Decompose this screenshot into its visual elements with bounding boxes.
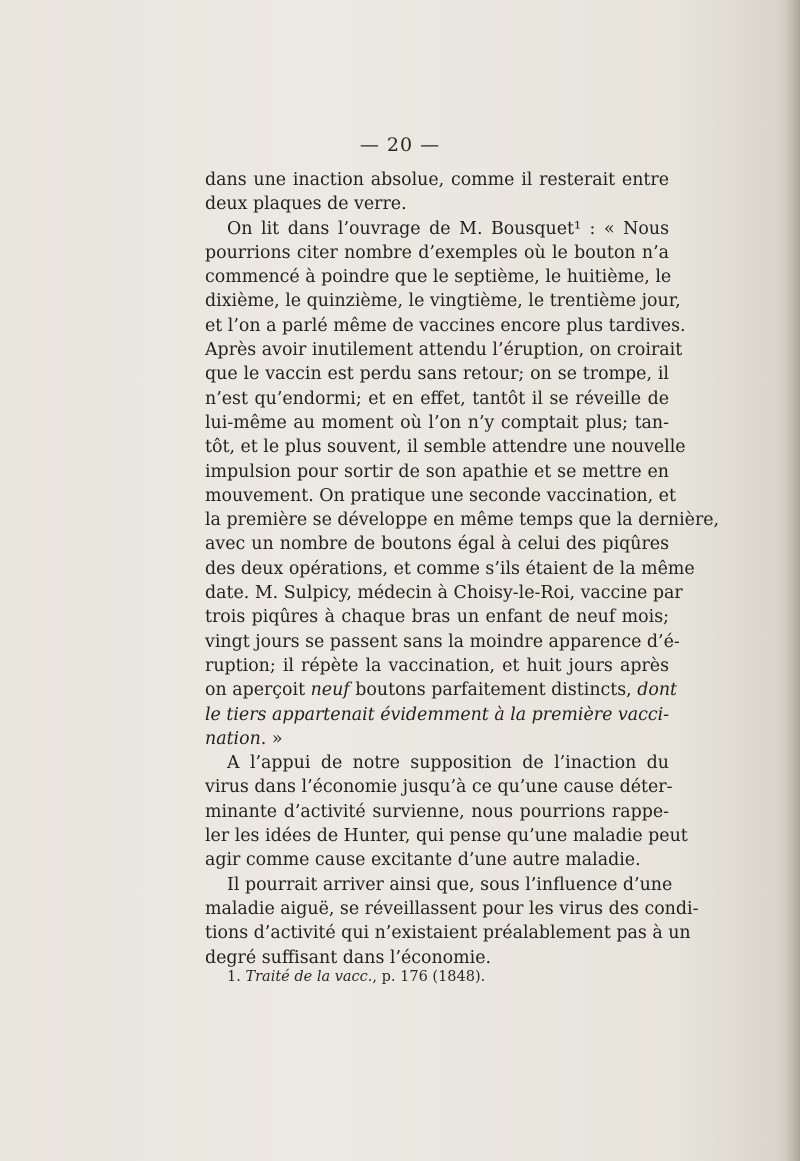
footnote (227, 967, 485, 987)
text-segment: des deux opérations, et comme s’ils étaient de la même (205, 558, 695, 579)
text-line (205, 289, 681, 313)
text-line (205, 848, 669, 872)
text-segment: avec un nombre de boutons égal à celui des piqûres (205, 534, 669, 555)
text-segment: trois piqûres à chaque bras un enfant de neuf mois; (205, 607, 669, 628)
text-line (205, 508, 720, 532)
text-segment: ler les idées de Hunter, qui pense qu’une maladie peut (205, 826, 688, 847)
italic-segment: dont (637, 680, 678, 701)
text-segment: boutons parfaitement distincts, (355, 680, 632, 701)
text-segment: On lit dans l’ouvrage de M. Bousquet¹ : « Nous (227, 218, 669, 239)
text-segment: agir comme cause excitante d’une autre maladie. (205, 850, 641, 871)
text-line (205, 800, 669, 824)
footnote-marker: 1. (227, 969, 241, 985)
italic-segment: neuf (310, 680, 350, 701)
text-segment: la première se développe en même temps que la dernière, (205, 510, 720, 531)
text-segment: tôt, et le plus souvent, il semble attendre une nouvelle (205, 437, 686, 458)
text-segment: commencé à poindre que le septième, le huitième, le (205, 267, 672, 288)
text-line (205, 654, 669, 678)
text-line (205, 192, 669, 216)
text-segment: dixième, le quinzième, le vingtième, le trentième jour, (205, 291, 681, 312)
text-segment: virus dans l’économie jusqu’à ce qu’une cause déter- (205, 777, 673, 798)
text-line (205, 897, 699, 921)
text-segment: ruption; il répète la vaccination, et huit jours après (205, 655, 669, 676)
text-line (205, 630, 680, 654)
italic-segment: le tiers appartenait évidemment à la première vacci- (205, 704, 670, 725)
text-line (205, 362, 669, 386)
text-line (205, 557, 695, 581)
text-line (205, 338, 683, 362)
text-segment: minante d’activité survienne, nous pourrions rappe- (205, 801, 669, 822)
text-segment: degré suffisant dans l’économie. (205, 947, 492, 968)
text-segment: que le vaccin est perdu sans retour; on se trompe, il (205, 364, 669, 385)
text-segment: maladie aiguë, se réveillassent pour les virus des condi- (205, 898, 699, 919)
text-line (205, 605, 669, 629)
text-segment: deux plaques de verre. (205, 194, 407, 215)
text-line (205, 581, 683, 605)
page-edge-shadow (786, 0, 800, 1161)
text-segment: n’est qu’endormi; et en effet, tantôt il se réveille de (205, 388, 669, 409)
text-segment: tions d’activité qui n’existaient préalablement pas à un (205, 923, 691, 944)
text-segment: Il pourrait arriver ainsi que, sous l’influence d’une (227, 874, 673, 895)
text-segment: Après avoir inutilement attendu l’éruption, on croirait (205, 340, 683, 361)
text-segment: mouvement. On pratique une seconde vaccination, et (205, 485, 676, 506)
text-line (205, 751, 669, 775)
text-line (205, 921, 691, 945)
text-line (205, 775, 673, 799)
text-line (205, 824, 688, 848)
text-line (205, 727, 669, 751)
page-number: — 20 — (359, 134, 441, 156)
text-segment: et l’on a parlé même de vaccines encore plus tardives. (205, 315, 686, 336)
text-segment: on aperçoit (205, 680, 306, 701)
footnote-reference: , p. 176 (1848). (372, 969, 486, 985)
italic-segment: nation (205, 728, 261, 749)
text-segment: . » (260, 728, 283, 749)
text-segment: vingt jours se passent sans la moindre apparence d’é- (205, 631, 680, 652)
text-line (205, 168, 669, 192)
text-segment: impulsion pour sortir de son apathie et se mettre en (205, 461, 669, 482)
text-line (205, 241, 669, 265)
text-line (205, 873, 673, 897)
text-segment: date. M. Sulpicy, médecin à Choisy-le-Roi, vaccine par (205, 583, 683, 604)
text-line (205, 217, 669, 241)
text-line (205, 532, 669, 556)
text-segment: pourrions citer nombre d’exemples où le bouton n’a (205, 242, 669, 263)
body-text (205, 168, 720, 970)
text-line (205, 265, 672, 289)
text-line (205, 314, 686, 338)
text-segment: A l’appui de notre supposition de l’inaction du (227, 753, 669, 774)
text-line (205, 703, 669, 727)
text-line (205, 678, 678, 702)
text-line (205, 484, 676, 508)
text-line (205, 435, 686, 459)
text-segment: lui-même au moment où l’on n’y comptait plus; tan- (205, 412, 669, 433)
text-line (205, 387, 669, 411)
text-segment: dans une inaction absolue, comme il resterait entre (205, 170, 669, 190)
text-line (205, 460, 669, 484)
footnote-title: Traité de la vacc. (245, 969, 373, 985)
text-line (205, 411, 669, 435)
